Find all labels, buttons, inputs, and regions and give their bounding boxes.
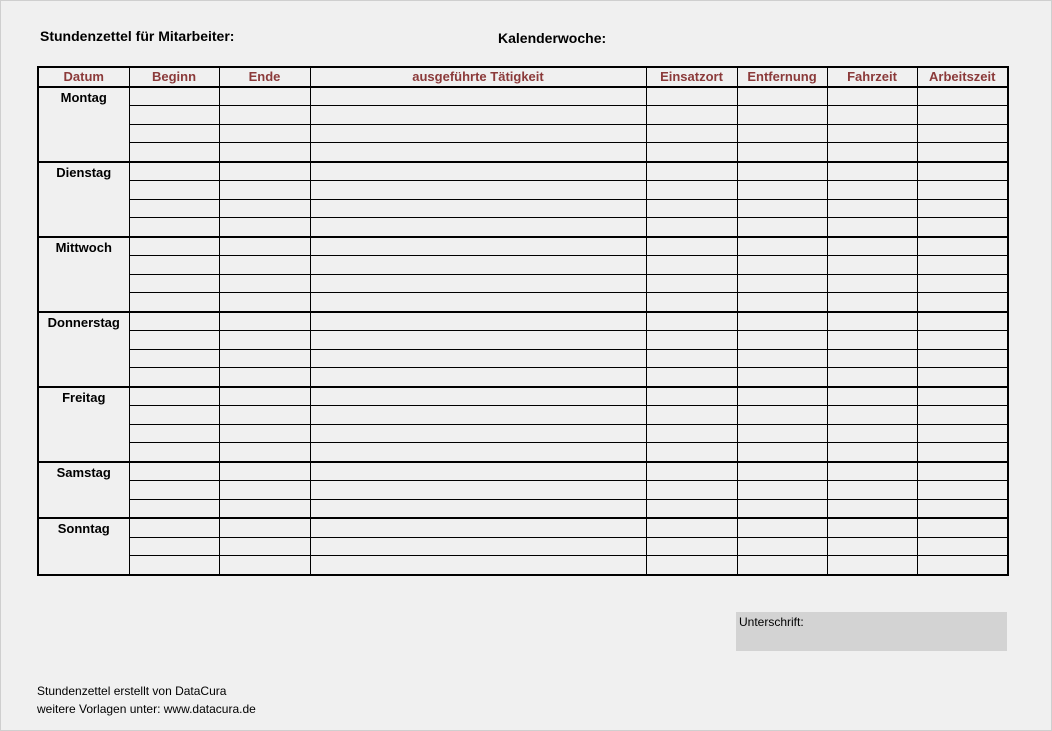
entry-cell[interactable] — [219, 218, 310, 237]
table-row — [38, 518, 1008, 537]
entry-cell[interactable] — [646, 143, 737, 162]
column-header-datum: Datum — [38, 67, 129, 87]
entry-cell[interactable] — [917, 293, 1008, 312]
column-header-fahrzeit: Fahrzeit — [827, 67, 917, 87]
entry-cell[interactable] — [917, 518, 1008, 537]
entry-cell[interactable] — [827, 556, 917, 575]
entry-cell[interactable] — [827, 481, 917, 500]
entry-cell[interactable] — [129, 556, 219, 575]
entry-cell[interactable] — [646, 462, 737, 481]
entry-cell[interactable] — [737, 499, 827, 518]
entry-cell[interactable] — [827, 162, 917, 181]
entry-cell[interactable] — [827, 293, 917, 312]
entry-cell[interactable] — [646, 274, 737, 293]
column-header-beginn: Beginn — [129, 67, 219, 87]
entry-cell[interactable] — [646, 518, 737, 537]
entry-cell[interactable] — [646, 199, 737, 218]
day-label: Donnerstag — [38, 312, 129, 387]
table-row — [38, 237, 1008, 256]
entry-cell[interactable] — [737, 349, 827, 368]
entry-cell[interactable] — [219, 87, 310, 106]
entry-cell[interactable] — [917, 143, 1008, 162]
entry-cell[interactable] — [219, 499, 310, 518]
table-row — [38, 293, 1008, 312]
entry-cell[interactable] — [310, 143, 646, 162]
entry-cell[interactable] — [737, 274, 827, 293]
entry-cell[interactable] — [219, 162, 310, 181]
entry-cell[interactable] — [219, 556, 310, 575]
entry-cell[interactable] — [129, 537, 219, 556]
entry-cell[interactable] — [219, 237, 310, 256]
entry-cell[interactable] — [646, 481, 737, 500]
entry-cell[interactable] — [737, 143, 827, 162]
entry-cell[interactable] — [219, 256, 310, 275]
entry-cell[interactable] — [310, 556, 646, 575]
entry-cell[interactable] — [129, 199, 219, 218]
entry-cell[interactable] — [310, 518, 646, 537]
entry-cell[interactable] — [646, 424, 737, 443]
entry-cell[interactable] — [646, 349, 737, 368]
entry-cell[interactable] — [219, 387, 310, 406]
entry-cell[interactable] — [219, 199, 310, 218]
table-row — [38, 312, 1008, 331]
table-row — [38, 443, 1008, 462]
table-row — [38, 406, 1008, 425]
calendar-week-title: Kalenderwoche: — [498, 30, 607, 46]
entry-cell[interactable] — [646, 312, 737, 331]
entry-cell[interactable] — [827, 518, 917, 537]
entry-cell[interactable] — [737, 462, 827, 481]
entry-cell[interactable] — [827, 443, 917, 462]
column-header-arbeitszeit: Arbeitszeit — [917, 67, 1008, 87]
entry-cell[interactable] — [737, 181, 827, 200]
table-row — [38, 106, 1008, 125]
entry-cell[interactable] — [310, 406, 646, 425]
entry-cell[interactable] — [310, 162, 646, 181]
entry-cell[interactable] — [827, 406, 917, 425]
entry-cell[interactable] — [129, 87, 219, 106]
entry-cell[interactable] — [129, 424, 219, 443]
entry-cell[interactable] — [129, 387, 219, 406]
entry-cell[interactable] — [737, 199, 827, 218]
entry-cell[interactable] — [917, 181, 1008, 200]
entry-cell[interactable] — [646, 443, 737, 462]
entry-cell[interactable] — [310, 462, 646, 481]
entry-cell[interactable] — [646, 87, 737, 106]
entry-cell[interactable] — [827, 218, 917, 237]
entry-cell[interactable] — [219, 124, 310, 143]
entry-cell[interactable] — [737, 331, 827, 350]
day-label: Freitag — [38, 387, 129, 462]
entry-cell[interactable] — [646, 237, 737, 256]
column-header-entfernung: Entfernung — [737, 67, 827, 87]
entry-cell[interactable] — [827, 256, 917, 275]
entry-cell[interactable] — [917, 499, 1008, 518]
entry-cell[interactable] — [737, 162, 827, 181]
entry-cell[interactable] — [129, 406, 219, 425]
table-row — [38, 274, 1008, 293]
entry-cell[interactable] — [917, 349, 1008, 368]
entry-cell[interactable] — [737, 218, 827, 237]
entry-cell[interactable] — [129, 312, 219, 331]
entry-cell[interactable] — [827, 331, 917, 350]
column-header-einsatzort: Einsatzort — [646, 67, 737, 87]
day-label: Sonntag — [38, 518, 129, 575]
entry-cell[interactable] — [737, 481, 827, 500]
entry-cell[interactable] — [310, 499, 646, 518]
entry-cell[interactable] — [917, 237, 1008, 256]
entry-cell[interactable] — [310, 537, 646, 556]
entry-cell[interactable] — [917, 406, 1008, 425]
entry-cell[interactable] — [310, 199, 646, 218]
entry-cell[interactable] — [310, 218, 646, 237]
entry-cell[interactable] — [129, 181, 219, 200]
day-label: Mittwoch — [38, 237, 129, 312]
entry-cell[interactable] — [737, 387, 827, 406]
entry-cell[interactable] — [646, 556, 737, 575]
entry-cell[interactable] — [129, 368, 219, 387]
entry-cell[interactable] — [219, 143, 310, 162]
entry-cell[interactable] — [646, 537, 737, 556]
entry-cell[interactable] — [917, 87, 1008, 106]
table-row — [38, 349, 1008, 368]
entry-cell[interactable] — [219, 106, 310, 125]
entry-cell[interactable] — [827, 537, 917, 556]
table-row — [38, 462, 1008, 481]
entry-cell[interactable] — [917, 274, 1008, 293]
entry-cell[interactable] — [827, 349, 917, 368]
entry-cell[interactable] — [310, 87, 646, 106]
entry-cell[interactable] — [219, 537, 310, 556]
entry-cell[interactable] — [129, 499, 219, 518]
entry-cell[interactable] — [129, 274, 219, 293]
entry-cell[interactable] — [917, 256, 1008, 275]
entry-cell[interactable] — [310, 106, 646, 125]
header-row — [38, 67, 1008, 87]
day-label: Samstag — [38, 462, 129, 519]
entry-cell[interactable] — [219, 349, 310, 368]
entry-cell[interactable] — [646, 293, 737, 312]
entry-cell[interactable] — [917, 331, 1008, 350]
entry-cell[interactable] — [646, 368, 737, 387]
entry-cell[interactable] — [737, 443, 827, 462]
entry-cell[interactable] — [737, 518, 827, 537]
entry-cell[interactable] — [827, 424, 917, 443]
entry-cell[interactable] — [827, 387, 917, 406]
entry-cell[interactable] — [219, 424, 310, 443]
column-header-taetigkeit: ausgeführte Tätigkeit — [310, 67, 646, 87]
entry-cell[interactable] — [737, 87, 827, 106]
entry-cell[interactable] — [129, 218, 219, 237]
timesheet-body — [38, 87, 1008, 575]
timesheet-table — [37, 66, 1009, 576]
entry-cell[interactable] — [129, 143, 219, 162]
entry-cell[interactable] — [737, 406, 827, 425]
entry-cell[interactable] — [917, 556, 1008, 575]
entry-cell[interactable] — [827, 124, 917, 143]
entry-cell[interactable] — [646, 499, 737, 518]
entry-cell[interactable] — [827, 368, 917, 387]
entry-cell[interactable] — [310, 256, 646, 275]
entry-cell[interactable] — [219, 274, 310, 293]
entry-cell[interactable] — [219, 368, 310, 387]
table-row — [38, 481, 1008, 500]
table-row — [38, 556, 1008, 575]
column-header-ende: Ende — [219, 67, 310, 87]
entry-cell[interactable] — [129, 293, 219, 312]
entry-cell[interactable] — [917, 368, 1008, 387]
entry-cell[interactable] — [310, 312, 646, 331]
entry-cell[interactable] — [219, 481, 310, 500]
entry-cell[interactable] — [827, 199, 917, 218]
entry-cell[interactable] — [310, 368, 646, 387]
entry-cell[interactable] — [917, 218, 1008, 237]
entry-cell[interactable] — [646, 331, 737, 350]
table-row — [38, 218, 1008, 237]
entry-cell[interactable] — [219, 312, 310, 331]
entry-cell[interactable] — [310, 274, 646, 293]
entry-cell[interactable] — [129, 349, 219, 368]
table-row — [38, 143, 1008, 162]
entry-cell[interactable] — [310, 387, 646, 406]
entry-cell[interactable] — [129, 518, 219, 537]
entry-cell[interactable] — [129, 443, 219, 462]
footer-credit: Stundenzettel erstellt von DataCura — [37, 684, 227, 698]
entry-cell[interactable] — [827, 274, 917, 293]
entry-cell[interactable] — [827, 106, 917, 125]
entry-cell[interactable] — [646, 256, 737, 275]
entry-cell[interactable] — [129, 256, 219, 275]
entry-cell[interactable] — [129, 162, 219, 181]
entry-cell[interactable] — [310, 331, 646, 350]
entry-cell[interactable] — [219, 331, 310, 350]
entry-cell[interactable] — [917, 462, 1008, 481]
entry-cell[interactable] — [310, 481, 646, 500]
entry-cell[interactable] — [737, 293, 827, 312]
table-row — [38, 387, 1008, 406]
employee-title: Stundenzettel für Mitarbeiter: — [40, 28, 235, 44]
entry-cell[interactable] — [917, 387, 1008, 406]
entry-cell[interactable] — [129, 237, 219, 256]
entry-cell[interactable] — [737, 124, 827, 143]
entry-cell[interactable] — [827, 181, 917, 200]
entry-cell[interactable] — [827, 462, 917, 481]
day-label: Montag — [38, 87, 129, 162]
entry-cell[interactable] — [917, 199, 1008, 218]
table-row — [38, 368, 1008, 387]
entry-cell[interactable] — [310, 181, 646, 200]
entry-cell[interactable] — [827, 143, 917, 162]
footer-link: weitere Vorlagen unter: www.datacura.de — [37, 702, 256, 716]
entry-cell[interactable] — [310, 349, 646, 368]
entry-cell[interactable] — [646, 181, 737, 200]
entry-cell[interactable] — [917, 162, 1008, 181]
entry-cell[interactable] — [219, 443, 310, 462]
entry-cell[interactable] — [219, 293, 310, 312]
entry-cell[interactable] — [129, 124, 219, 143]
entry-cell[interactable] — [646, 218, 737, 237]
entry-cell[interactable] — [737, 256, 827, 275]
table-row — [38, 537, 1008, 556]
table-row — [38, 181, 1008, 200]
entry-cell[interactable] — [827, 237, 917, 256]
entry-cell[interactable] — [646, 406, 737, 425]
table-row — [38, 162, 1008, 181]
table-row — [38, 499, 1008, 518]
entry-cell[interactable] — [827, 87, 917, 106]
entry-cell[interactable] — [129, 462, 219, 481]
entry-cell[interactable] — [219, 181, 310, 200]
entry-cell[interactable] — [917, 424, 1008, 443]
table-row — [38, 124, 1008, 143]
entry-cell[interactable] — [917, 443, 1008, 462]
entry-cell[interactable] — [310, 124, 646, 143]
entry-cell[interactable] — [310, 237, 646, 256]
entry-cell[interactable] — [737, 424, 827, 443]
entry-cell[interactable] — [310, 424, 646, 443]
entry-cell[interactable] — [310, 293, 646, 312]
entry-cell[interactable] — [917, 312, 1008, 331]
table-row — [38, 199, 1008, 218]
entry-cell[interactable] — [827, 499, 917, 518]
entry-cell[interactable] — [646, 124, 737, 143]
entry-cell[interactable] — [129, 331, 219, 350]
footer — [37, 682, 256, 718]
entry-cell[interactable] — [646, 106, 737, 125]
entry-cell[interactable] — [737, 368, 827, 387]
signature-field[interactable] — [736, 612, 1007, 651]
entry-cell[interactable] — [917, 106, 1008, 125]
entry-cell[interactable] — [129, 106, 219, 125]
entry-cell[interactable] — [737, 106, 827, 125]
entry-cell[interactable] — [737, 537, 827, 556]
entry-cell[interactable] — [737, 312, 827, 331]
entry-cell[interactable] — [646, 162, 737, 181]
entry-cell[interactable] — [219, 518, 310, 537]
entry-cell[interactable] — [917, 481, 1008, 500]
day-label: Dienstag — [38, 162, 129, 237]
table-row — [38, 87, 1008, 106]
entry-cell[interactable] — [310, 443, 646, 462]
signature-label: Unterschrift: — [739, 615, 804, 629]
entry-cell[interactable] — [827, 312, 917, 331]
entry-cell[interactable] — [219, 462, 310, 481]
entry-cell[interactable] — [737, 556, 827, 575]
entry-cell[interactable] — [917, 124, 1008, 143]
entry-cell[interactable] — [646, 387, 737, 406]
entry-cell[interactable] — [737, 237, 827, 256]
table-row — [38, 424, 1008, 443]
entry-cell[interactable] — [129, 481, 219, 500]
entry-cell[interactable] — [917, 537, 1008, 556]
table-row — [38, 256, 1008, 275]
table-row — [38, 331, 1008, 350]
entry-cell[interactable] — [219, 406, 310, 425]
